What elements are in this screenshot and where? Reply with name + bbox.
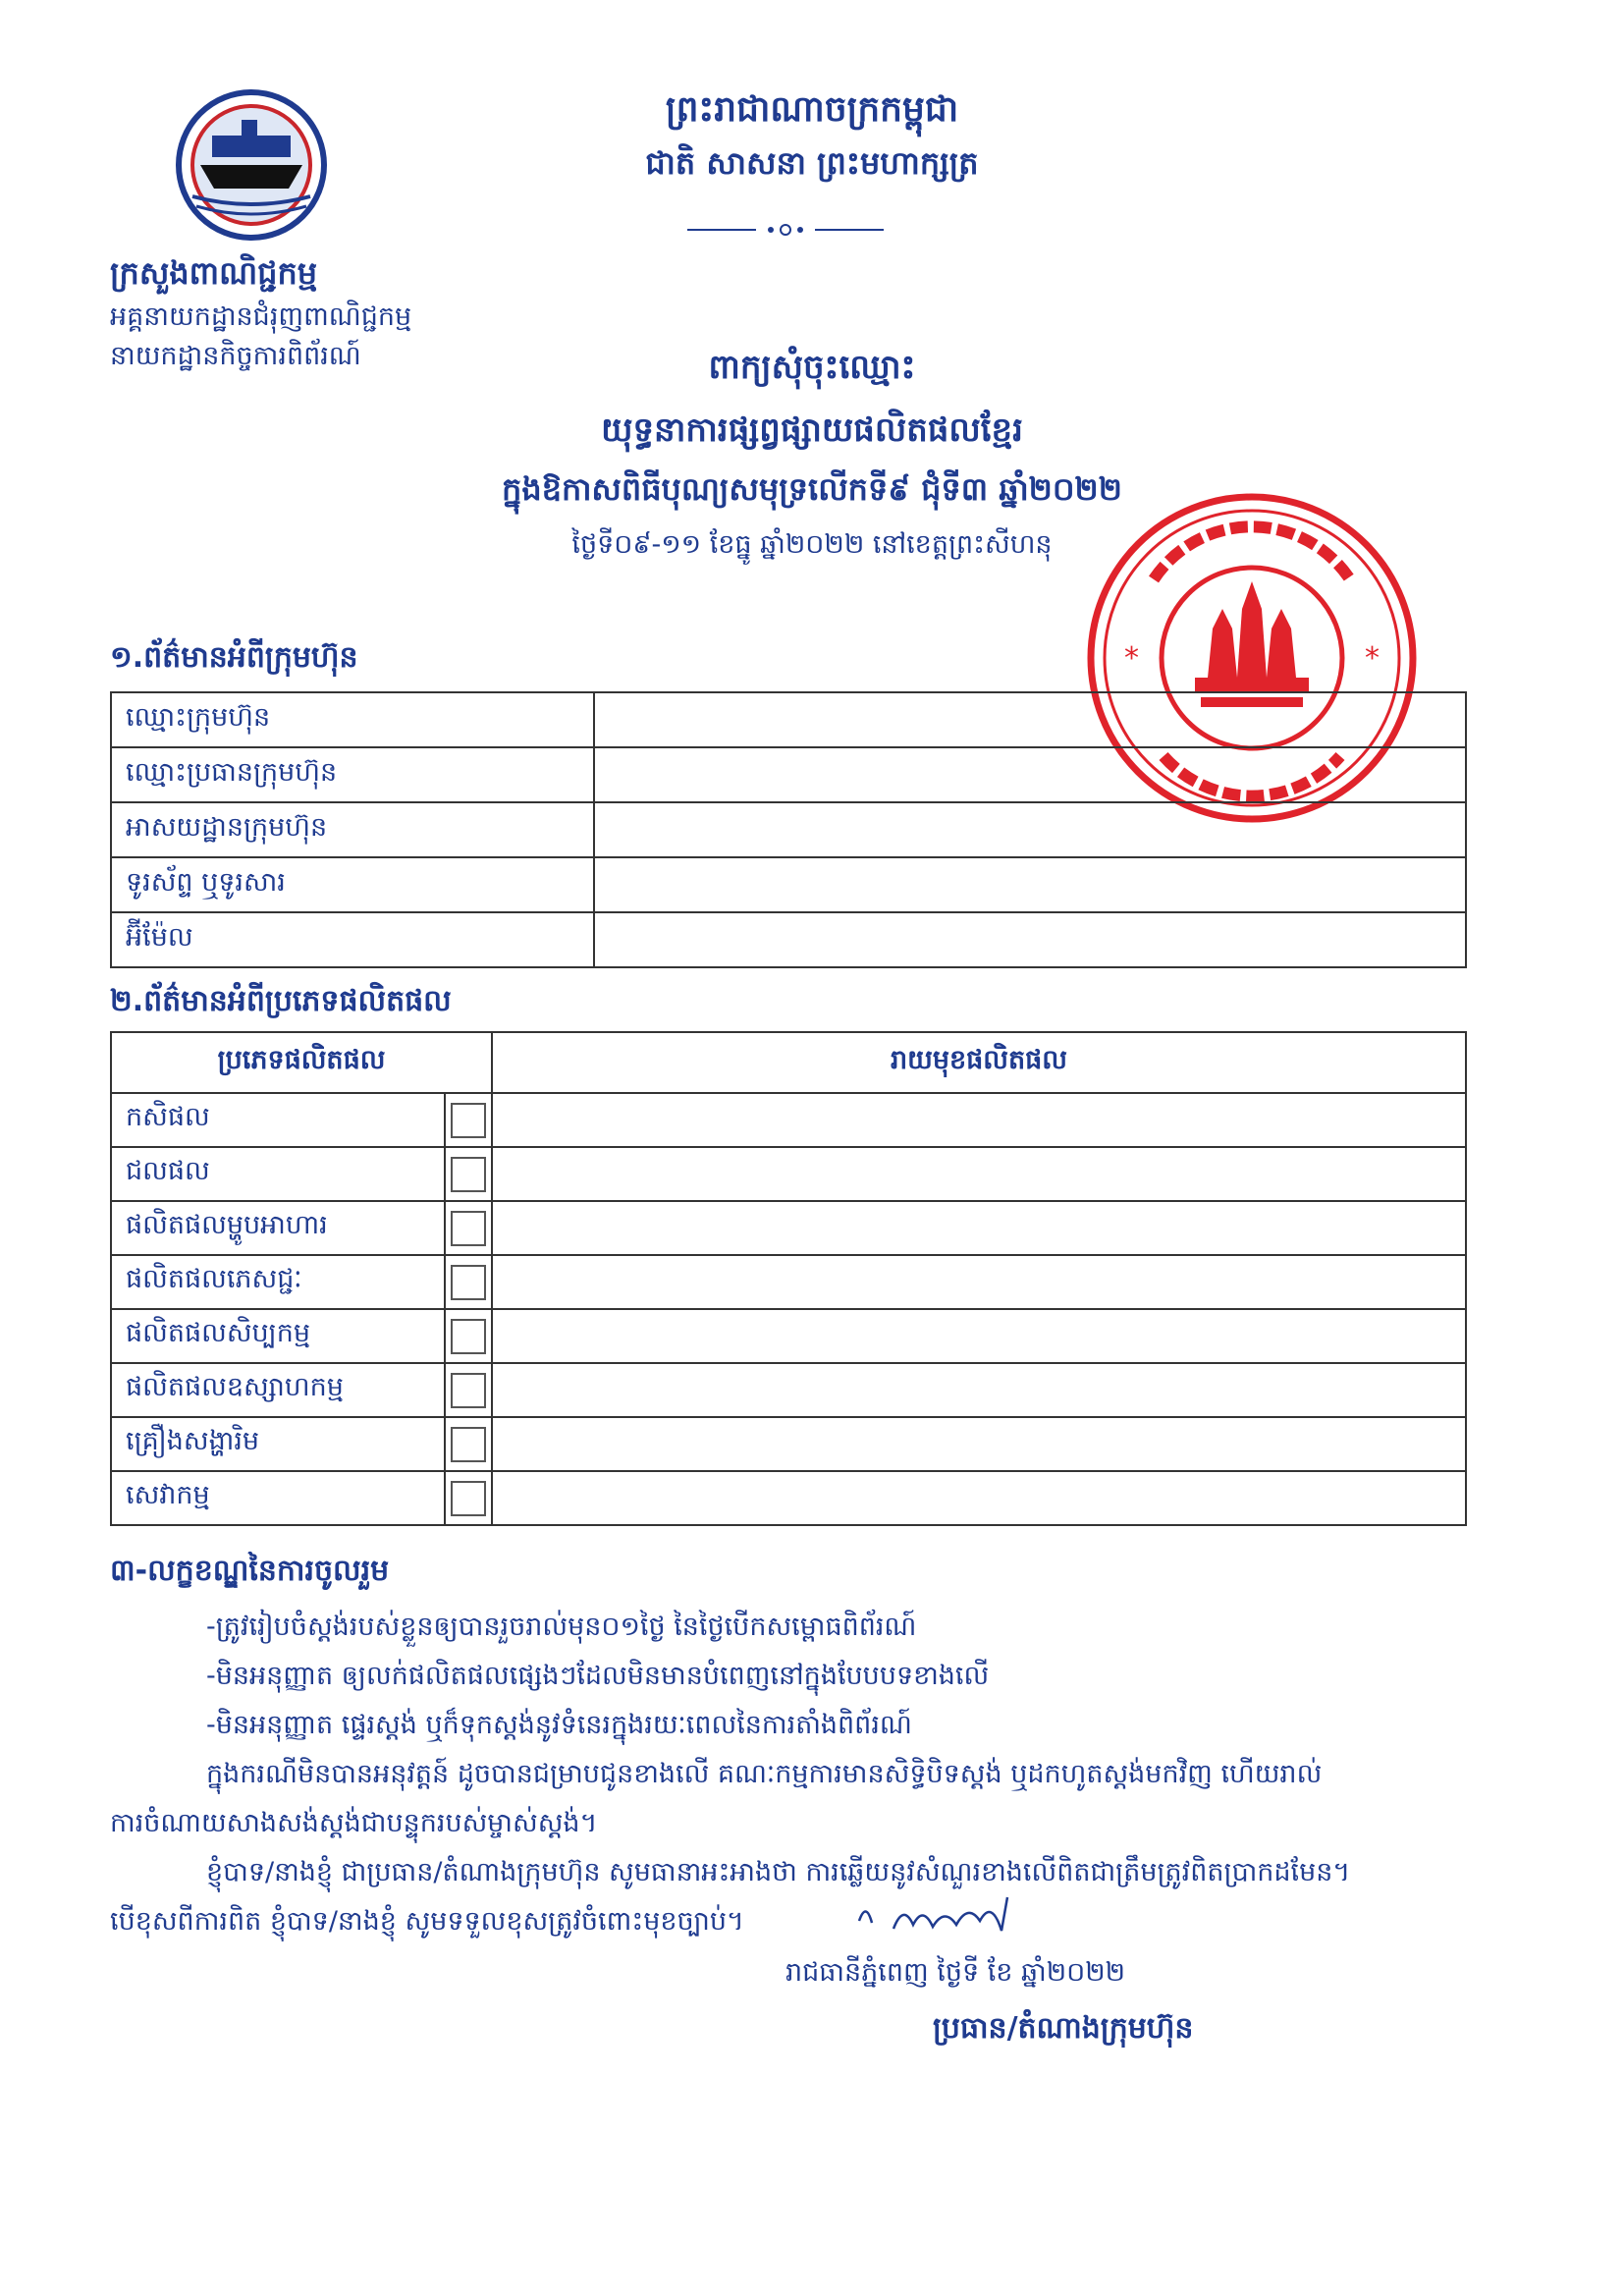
declaration-paragraph: ខ្ញុំបាទ/នាងខ្ញុំ ជាប្រធាន/តំណាងក្រុមហ៊ុន សូមធានាអះអាងថា ការឆ្លើយនូវសំណួរខាងលើពិតជាត្រឹមត្រូវពិតប្រាកដមែន។ xyxy=(206,1857,1351,1887)
table-row xyxy=(111,1147,1466,1201)
phone-field[interactable] xyxy=(594,857,1466,912)
category-checkbox[interactable] xyxy=(451,1265,486,1300)
department-name: នាយកដ្ឋានកិច្ចការពិព័រណ៍ xyxy=(110,341,361,371)
svg-text:*: * xyxy=(1124,641,1139,676)
category-label: គ្រឿងសង្ហារិម xyxy=(111,1417,445,1471)
table-row xyxy=(111,1201,1466,1255)
national-motto: ជាតិ សាសនា ព្រះមហាក្សត្រ xyxy=(645,144,979,182)
category-label: ផលិតផលភេសជ្ជៈ xyxy=(111,1255,445,1309)
ministry-name: ក្រសួងពាណិជ្ជកម្ម xyxy=(110,254,318,292)
category-label: កសិផល xyxy=(111,1093,445,1147)
table-row xyxy=(111,1093,1466,1147)
category-checkbox[interactable] xyxy=(451,1373,486,1408)
table-row xyxy=(111,1309,1466,1363)
category-checkbox[interactable] xyxy=(451,1427,486,1462)
table-row xyxy=(111,1417,1466,1471)
category-checkbox[interactable] xyxy=(451,1157,486,1192)
event-title: ក្នុងឱកាសពិធីបុណ្យសមុទ្រលើកទី៩ ជុំទី៣ ឆ្នាំ២០២២ xyxy=(502,470,1122,508)
product-list-field[interactable] xyxy=(492,1363,1466,1417)
row-label: អ៊ីម៉ែល xyxy=(111,912,594,967)
address-field[interactable] xyxy=(594,802,1466,857)
section3-heading: ៣-លក្ខខណ្ឌនៃការចូលរួម xyxy=(110,1554,390,1588)
table-header-row xyxy=(111,1032,1466,1093)
category-label: ជលផល xyxy=(111,1147,445,1201)
date-line: រាជធានីភ្នំពេញ ថ្ងៃទី ខែ ឆ្នាំ២០២២ xyxy=(785,1957,1126,1988)
form-title: ពាក្យសុំចុះឈ្មោះ xyxy=(708,348,916,387)
category-checkbox[interactable] xyxy=(451,1319,486,1354)
email-field[interactable] xyxy=(594,912,1466,967)
table-row xyxy=(111,1471,1466,1525)
general-department: អគ្គនាយកដ្ឋានជំរុញពាណិជ្ជកម្ម xyxy=(110,301,412,332)
category-checkbox[interactable] xyxy=(451,1481,486,1516)
penalty-paragraph-cont: ការចំណាយសាងសង់ស្តង់ជាបន្ទុករបស់ម្ចាស់ស្តង់។ xyxy=(110,1808,598,1838)
rule-3: -មិនអនុញ្ញាត ផ្ទេរស្តង់ ឬក៏ទុកស្តង់នូវទំនេរក្នុងរយៈពេលនៃការតាំងពិព័រណ៍ xyxy=(206,1710,912,1740)
row-label: ឈ្មោះក្រុមហ៊ុន xyxy=(111,692,594,747)
ornament-divider xyxy=(687,220,884,240)
table-row xyxy=(111,912,1466,967)
section2-heading: ២.ព័ត៌មានអំពីប្រភេទផលិតផល xyxy=(110,984,452,1018)
declaration-paragraph-cont: បើខុសពីការពិត ខ្ញុំបាទ/នាងខ្ញុំ សូមទទួលខុសត្រូវចំពោះមុខច្បាប់។ xyxy=(110,1906,744,1937)
category-label: ផលិតផលម្ហូបអាហារ xyxy=(111,1201,445,1255)
product-list-field[interactable] xyxy=(492,1147,1466,1201)
category-label: ផលិតផលឧស្សាហកម្ម xyxy=(111,1363,445,1417)
category-checkbox[interactable] xyxy=(451,1103,486,1138)
kingdom-title: ព្រះរាជាណាចក្រកម្ពុជា xyxy=(665,89,959,130)
rule-2: -មិនអនុញ្ញាត ឲ្យលក់ផលិតផលផ្សេងៗដែលមិនមានបំពេញនៅក្នុងបែបបទខាងលើ xyxy=(206,1661,990,1691)
ministry-logo-icon xyxy=(173,86,330,244)
campaign-title: យុទ្ធនាការផ្សព្វផ្សាយផលិតផលខ្មែរ xyxy=(601,410,1023,450)
table-row xyxy=(111,692,1466,747)
table-row xyxy=(111,857,1466,912)
category-label: ផលិតផលសិប្បកម្ម xyxy=(111,1309,445,1363)
product-list-field[interactable] xyxy=(492,1471,1466,1525)
row-label: ទូរស័ព្ទ ឬទូរសារ xyxy=(111,857,594,912)
row-label: ឈ្មោះប្រធានក្រុមហ៊ុន xyxy=(111,747,594,802)
table-row xyxy=(111,1363,1466,1417)
product-list-field[interactable] xyxy=(492,1201,1466,1255)
product-list-field[interactable] xyxy=(492,1255,1466,1309)
product-list-field[interactable] xyxy=(492,1417,1466,1471)
director-name-field[interactable] xyxy=(594,747,1466,802)
category-checkbox[interactable] xyxy=(451,1211,486,1246)
company-info-table xyxy=(110,691,1467,968)
svg-text:*: * xyxy=(1365,641,1380,676)
row-label: អាសយដ្ឋានក្រុមហ៊ុន xyxy=(111,802,594,857)
table-row xyxy=(111,802,1466,857)
penalty-paragraph: ក្នុងករណីមិនបានអនុវត្តន៍ ដូចបានជម្រាបជូនខាងលើ គណៈកម្មការមានសិទ្ធិបិទស្តង់ ឬដកហូតស្តង់មកវិញ ហើយរាល់ xyxy=(206,1759,1323,1789)
product-type-table xyxy=(110,1031,1467,1526)
section1-heading: ១.ព័ត៌មានអំពីក្រុមហ៊ុន xyxy=(110,640,358,675)
table-row xyxy=(111,1255,1466,1309)
company-name-field[interactable] xyxy=(594,692,1466,747)
product-list-field[interactable] xyxy=(492,1309,1466,1363)
signer-title: ប្រធាន/តំណាងក្រុមហ៊ុន xyxy=(933,2011,1194,2046)
signature-icon xyxy=(854,1891,1041,1941)
event-date-location: ថ្ងៃទី០៩-១១ ខែធ្នូ ឆ្នាំ២០២២ នៅខេត្តព្រះសីហនុ xyxy=(571,529,1053,560)
table-row xyxy=(111,747,1466,802)
product-list-field[interactable] xyxy=(492,1093,1466,1147)
category-label: សេវាកម្ម xyxy=(111,1471,445,1525)
col-header-type: ប្រភេទផលិតផល xyxy=(111,1032,492,1093)
col-header-list: រាយមុខផលិតផល xyxy=(492,1032,1466,1093)
rule-1: -ត្រូវរៀបចំស្តង់របស់ខ្លួនឲ្យបានរួចរាល់មុន០១ថ្ងៃ នៃថ្ងៃបើកសម្ពោធពិព័រណ៍ xyxy=(206,1612,917,1642)
